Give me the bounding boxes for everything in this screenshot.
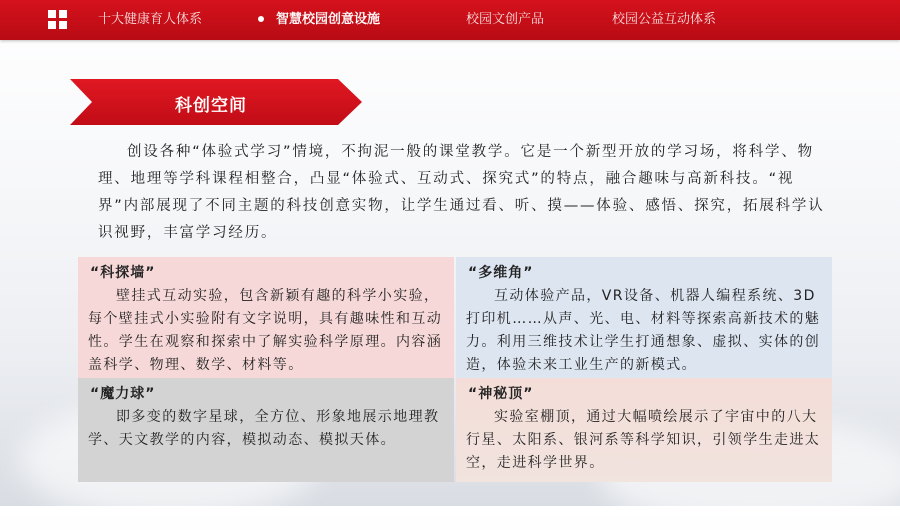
card-text: 壁挂式互动实验，包含新颖有趣的科学小实验，每个壁挂式小实验附有文字说明，具有趣味性和互动性。学生在观察和探索中了解实验科学原理。内容涵盖科学、物理、数学、材料等。: [88, 288, 443, 373]
active-dot-icon: [258, 16, 264, 22]
intro-paragraph: 创设各种“体验式学习”情境，不拘泥一般的课堂教学。它是一个新型开放的学习场，将科学、物理、地理等学科课程相整合，凸显“体验式、互动式、探究式”的特点，融合趣味与高新科技。“视界”内部展现了不同主题的科技创意实物，让学生通过看、听、摸——体验、感悟、探究，拓展科学认识视野，丰富学习经历。: [98, 144, 825, 241]
nav-tab-label: 智慧校园创意设施: [276, 12, 381, 27]
top-navigation-bar: [0, 0, 900, 40]
card-text: 实验室棚顶，通过大幅喷绘展示了宇宙中的八大行星、太阳系、银河系等科学知识，引领学生走进太空，走进科学世界。: [466, 409, 821, 471]
nav-tab-public-welfare[interactable]: [612, 0, 716, 40]
nav-tab-label: 校园文创产品: [466, 12, 545, 27]
card-multi-dimension: [456, 257, 832, 378]
card-text: 互动体验产品，VR设备、机器人编程系统、3D 打印机……从声、光、电、材料等探索高新技术的魅力。利用三维技术让学生打通想象、虚拟、实体的创造，体验未来工业生产的新模式。: [466, 288, 821, 373]
card-title: “魔力球”: [90, 386, 156, 402]
nav-tab-smart-campus[interactable]: [258, 0, 380, 40]
nav-tab-label: 校园公益互动体系: [612, 12, 717, 27]
nav-tab-campus-products[interactable]: [466, 0, 544, 40]
card-mystery-ceiling: [456, 378, 832, 482]
card-magic-globe: [78, 378, 454, 482]
section-title: 科创空间: [175, 96, 247, 116]
nav-tab-health-education[interactable]: [98, 0, 202, 40]
card-title: “科探墙”: [90, 265, 156, 281]
card-title: “神秘顶”: [468, 386, 534, 402]
grid-logo-icon[interactable]: [48, 10, 68, 30]
card-title: “多维角”: [468, 265, 534, 281]
nav-tab-label: 十大健康育人体系: [98, 12, 203, 27]
card-text: 即多变的数字星球，全方位、形象地展示地理教学、天文教学的内容，模拟动态、模拟天体。: [88, 409, 440, 448]
card-science-wall: [78, 257, 454, 378]
